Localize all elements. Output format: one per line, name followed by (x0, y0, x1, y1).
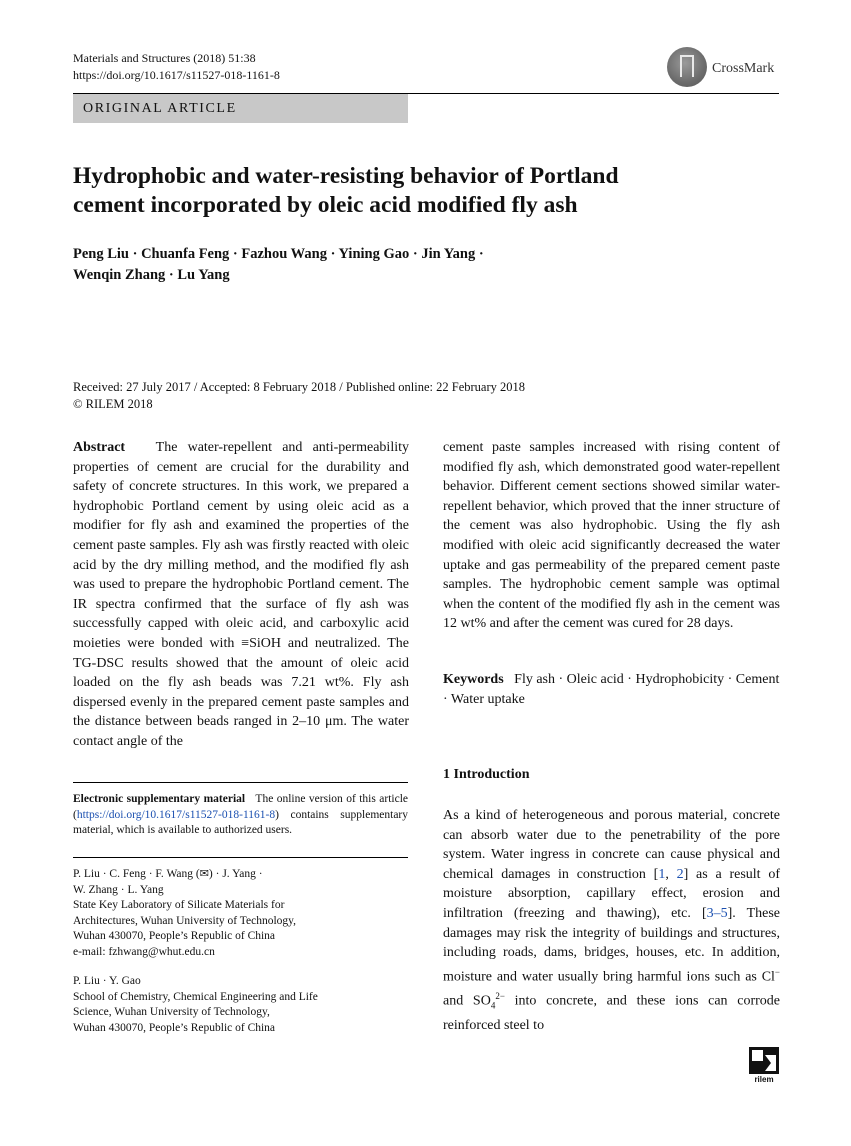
running-header (73, 50, 280, 84)
intro-text: into concrete, and these ions can corrode reinforced steel to (443, 993, 780, 1034)
crossmark-label: CrossMark (712, 61, 775, 76)
affiliation-text: P. Liu · C. Feng · F. Wang ( (73, 868, 200, 880)
intro-text: ] as a result of moisture absorption, capillary effect, erosion and infiltration (freezing and thawing), etc. [ (443, 866, 781, 921)
citation-link[interactable]: 3–5 (706, 905, 728, 921)
superscript: 2− (495, 991, 505, 1001)
abstract-heading: Abstract (73, 440, 126, 455)
rilem-logo-graphic (749, 1047, 779, 1083)
keywords-heading: Keywords (443, 672, 504, 687)
citation-link[interactable]: 1 (658, 866, 666, 882)
article-title (73, 162, 773, 220)
author-list (73, 244, 773, 286)
esm-text: The online version of this article ( (73, 793, 409, 821)
journal-citation: Materials and Structures (2018) 51:38 (73, 51, 256, 65)
esm-footnote (73, 792, 408, 839)
affiliation-line: School of Chemistry, Chemical Engineering and Life (73, 990, 318, 1003)
article-type-banner: ORIGINAL ARTICLE (73, 94, 408, 123)
affiliation-email[interactable]: e-mail: fzhwang@whut.edu.cn (73, 945, 215, 958)
citation-link[interactable]: 2 (676, 866, 684, 882)
affiliation-authors: P. Liu · Y. Gao (73, 975, 141, 987)
publication-dates (73, 379, 525, 413)
esm-heading: Electronic supplementary material (73, 793, 246, 805)
rilem-logo-text: rilem (754, 1075, 774, 1083)
affiliation-authors (73, 866, 408, 883)
intro-text: As a kind of heterogeneous and porous material, concrete can absorb water due to the penetrability of the pore system. Water ingress in concrete can cause physical and chemical damages in construction [ (443, 808, 780, 882)
copyright-line: © RILEM 2018 (73, 397, 153, 411)
introduction-text (443, 806, 780, 1036)
crossmark-icon (667, 47, 707, 87)
affiliation-text: ) · J. Yang · (208, 868, 263, 880)
abstract-left (73, 438, 409, 752)
affiliation-line: State Key Laboratory of Silicate Materials for (73, 899, 285, 911)
keywords-text: Fly ash · Oleic acid · Hydrophobicity · Cement · Water uptake (443, 672, 780, 707)
esm-text: ) contains supplementary material, which is available to authorized users. (73, 808, 408, 836)
affiliation-1 (73, 866, 408, 960)
dates-line: Received: 27 July 2017 / Accepted: 8 February 2018 / Published online: 22 February 2018 (73, 380, 526, 394)
authors-line: Wenqin Zhang · Lu Yang (73, 267, 230, 283)
intro-text: ]. These damages may risk the integrity of buildings and structures, including roads, dams, bridges, houses, etc. In addition, moisture and water usually bring harmful ions such as Cl (443, 905, 780, 985)
esm-doi-link[interactable]: https://doi.org/10.1617/s11527-018-1161-8 (76, 808, 276, 821)
abstract-right (443, 438, 780, 634)
affiliation-line: Science, Wuhan University of Technology, (73, 1006, 270, 1018)
abstract-text-continued: cement paste samples increased with rising content of modified fly ash, which demonstrated good water-repellent behavior. Different cement sections showed similar water-repellent behavior, which proved that the inner structure of the cement was also hydrophobic. Using the fly ash modified with oleic acid significantly decreased the water uptake and gas permeability of the prepared cement paste samples. The hydrophobic cement sample was optimal when the content of the modified fly ash in the cement was 12 wt% and after the cement was cured for 28 days. (443, 440, 780, 632)
authors-line: Peng Liu · Chuanfa Feng · Fazhou Wang · Yining Gao · Jin Yang · (73, 246, 484, 262)
doi-link[interactable]: https://doi.org/10.1617/s11527-018-1161-8 (73, 68, 280, 82)
affiliation-line: Wuhan 430070, People’s Republic of China (73, 1021, 276, 1034)
envelope-icon[interactable]: ✉ (199, 867, 209, 880)
affiliation-line: Architectures, Wuhan University of Technology, (73, 914, 297, 927)
section-heading-introduction: 1 Introduction (443, 767, 530, 782)
abstract-text: The water-repellent and anti-permeability properties of cement are crucial for the durability and safety of concrete structures. In this work, we prepared a hydrophobic Portland cement by using oleic acid as a modifier for fly ash and examined the properties of the cement paste samples. Fly ash was firstly reacted with oleic acid by the dry milling method, and the modified fly ash was used to prepare the hydrophobic Portland cement. The IR spectra confirmed that the surface of fly ash was successfully capped with oleic acid, and carboxylic acid moieties were bonded with ≡SiOH and neutralized. The TG-DSC results showed that the amount of oleic acid loaded on the fly ash beads was 7.21 wt%. Fly ash dispersed evenly in the prepared cement paste samples and the distance between beads ranged in 2–10 μm. The water contact angle of the (73, 440, 409, 749)
title-line: cement incorporated by oleic acid modified fly ash (73, 192, 578, 218)
crossmark-badge[interactable] (667, 47, 782, 91)
footnote-rule (73, 782, 408, 783)
superscript: − (774, 966, 780, 977)
rilem-logo-icon (749, 1047, 779, 1083)
intro-text: , (665, 866, 677, 882)
subscript: 4 (490, 1000, 496, 1011)
intro-text: and SO (443, 993, 491, 1009)
affiliation-authors: W. Zhang · L. Yang (73, 883, 164, 896)
keywords (443, 670, 780, 709)
affiliation-2 (73, 974, 408, 1036)
title-line: Hydrophobic and water-resisting behavior of Portland (73, 163, 619, 189)
affiliation-line: Wuhan 430070, People’s Republic of China (73, 930, 276, 942)
footnote-rule (73, 857, 408, 858)
